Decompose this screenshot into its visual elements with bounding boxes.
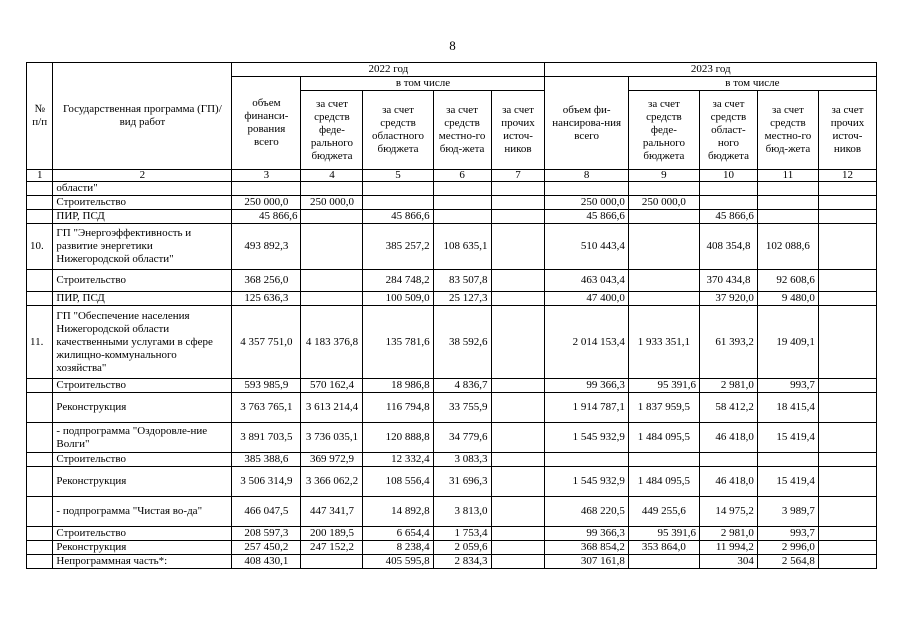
row-name: Строительство xyxy=(53,453,232,467)
table-row xyxy=(27,453,877,467)
row-name: области" xyxy=(53,182,232,196)
value-cell xyxy=(757,210,818,224)
value-cell xyxy=(628,182,699,196)
value-cell xyxy=(818,555,876,569)
value-cell: 3 813,0 xyxy=(433,497,491,527)
row-name: Непрограммная часть*: xyxy=(53,555,232,569)
header-incl-2022: в том числе xyxy=(301,77,545,91)
value-cell: 1 837 959,5 xyxy=(628,393,699,423)
value-cell: 993,7 xyxy=(757,527,818,541)
header-mest-2022: за счет средств местно-го бюд-жета xyxy=(433,91,491,170)
row-name: ПИР, ПСД xyxy=(53,210,232,224)
value-cell: 12 332,4 xyxy=(363,453,433,467)
value-cell: 304 xyxy=(699,555,757,569)
row-number xyxy=(27,292,53,306)
value-cell: 250 000,0 xyxy=(545,196,628,210)
value-cell: 100 509,0 xyxy=(363,292,433,306)
value-cell: 45 866,6 xyxy=(699,210,757,224)
value-cell: 570 162,4 xyxy=(301,379,363,393)
value-cell: 247 152,2 xyxy=(301,541,363,555)
value-cell: 463 043,4 xyxy=(545,270,628,292)
column-number: 12 xyxy=(818,170,876,182)
value-cell: 108 556,4 xyxy=(363,467,433,497)
header-other-2022: за счет прочих источ-ников xyxy=(491,91,545,170)
column-number: 7 xyxy=(491,170,545,182)
column-number: 10 xyxy=(699,170,757,182)
page-number: 8 xyxy=(449,38,456,53)
value-cell: 385 257,2 xyxy=(363,224,433,270)
value-cell xyxy=(628,453,699,467)
value-cell xyxy=(491,527,545,541)
value-cell: 2 014 153,4 xyxy=(545,306,628,379)
value-cell xyxy=(491,182,545,196)
value-cell xyxy=(301,182,363,196)
value-cell: 116 794,8 xyxy=(363,393,433,423)
row-number xyxy=(27,379,53,393)
table-row xyxy=(27,270,877,292)
column-number: 4 xyxy=(301,170,363,182)
value-cell: 2 834,3 xyxy=(433,555,491,569)
value-cell: 385 388,6 xyxy=(232,453,301,467)
value-cell xyxy=(545,453,628,467)
table-row xyxy=(27,196,877,210)
value-cell: 2 564,8 xyxy=(757,555,818,569)
header-year-2022: 2022 год xyxy=(232,63,545,77)
table-row xyxy=(27,497,877,527)
value-cell xyxy=(628,270,699,292)
value-cell: 1 753,4 xyxy=(433,527,491,541)
value-cell xyxy=(491,541,545,555)
value-cell: 31 696,3 xyxy=(433,467,491,497)
value-cell xyxy=(491,196,545,210)
value-cell: 2 981,0 xyxy=(699,379,757,393)
value-cell: 3 989,7 xyxy=(757,497,818,527)
value-cell: 19 409,1 xyxy=(757,306,818,379)
value-cell: 15 419,4 xyxy=(757,423,818,453)
table-row xyxy=(27,393,877,423)
value-cell xyxy=(491,393,545,423)
column-number: 5 xyxy=(363,170,433,182)
value-cell: 108 635,1 xyxy=(433,224,491,270)
value-cell: 1 484 095,5 xyxy=(628,467,699,497)
table-row xyxy=(27,379,877,393)
table-row xyxy=(27,527,877,541)
value-cell: 447 341,7 xyxy=(301,497,363,527)
value-cell: 120 888,8 xyxy=(363,423,433,453)
row-number xyxy=(27,393,53,423)
value-cell: 250 000,0 xyxy=(232,196,301,210)
value-cell xyxy=(301,555,363,569)
value-cell: 3 366 062,2 xyxy=(301,467,363,497)
value-cell: 45 866,6 xyxy=(363,210,433,224)
column-number: 9 xyxy=(628,170,699,182)
table-row xyxy=(27,555,877,569)
value-cell: 102 088,6 xyxy=(757,224,818,270)
value-cell: 3 506 314,9 xyxy=(232,467,301,497)
value-cell xyxy=(818,306,876,379)
value-cell xyxy=(433,210,491,224)
value-cell xyxy=(491,453,545,467)
value-cell xyxy=(818,196,876,210)
value-cell: 135 781,6 xyxy=(363,306,433,379)
row-name: ПИР, ПСД xyxy=(53,292,232,306)
value-cell: 1 545 932,9 xyxy=(545,423,628,453)
row-number xyxy=(27,182,53,196)
value-cell: 46 418,0 xyxy=(699,423,757,453)
header-fed-2022: за счет средств феде-рального бюджета xyxy=(301,91,363,170)
value-cell xyxy=(628,210,699,224)
value-cell: 3 613 214,4 xyxy=(301,393,363,423)
column-number: 3 xyxy=(232,170,301,182)
header-mest-2023: за счет средств местно-го бюд-жета xyxy=(757,91,818,170)
header-number: № п/п xyxy=(27,63,53,170)
row-number: 11. xyxy=(27,306,53,379)
value-cell xyxy=(757,453,818,467)
value-cell: 3 763 765,1 xyxy=(232,393,301,423)
value-cell xyxy=(491,379,545,393)
table-row xyxy=(27,541,877,555)
value-cell xyxy=(628,292,699,306)
value-cell: 45 866,6 xyxy=(545,210,628,224)
row-name: ГП "Энергоэффективность и развитие энергетики Нижегородской области" xyxy=(53,224,232,270)
value-cell xyxy=(757,196,818,210)
value-cell xyxy=(818,210,876,224)
value-cell: 58 412,2 xyxy=(699,393,757,423)
header-total-2022: объем финанси-рования всего xyxy=(232,77,301,170)
header-other-2023: за счет прочих источ-ников xyxy=(818,91,876,170)
column-number: 1 xyxy=(27,170,53,182)
value-cell: 34 779,6 xyxy=(433,423,491,453)
value-cell xyxy=(301,224,363,270)
value-cell xyxy=(818,497,876,527)
value-cell: 208 597,3 xyxy=(232,527,301,541)
header-total-2023: объем фи-нансирова-ния всего xyxy=(545,77,628,170)
row-name: - подпрограмма "Чистая во-да" xyxy=(53,497,232,527)
value-cell: 14 892,8 xyxy=(363,497,433,527)
table-row xyxy=(27,224,877,270)
value-cell: 6 654,4 xyxy=(363,527,433,541)
header-program: Государственная программа (ГП)/ вид работ xyxy=(53,63,232,170)
row-number xyxy=(27,453,53,467)
value-cell xyxy=(699,453,757,467)
value-cell: 257 450,2 xyxy=(232,541,301,555)
value-cell xyxy=(757,182,818,196)
value-cell: 46 418,0 xyxy=(699,467,757,497)
value-cell xyxy=(818,182,876,196)
value-cell: 4 836,7 xyxy=(433,379,491,393)
row-name: Реконструкция xyxy=(53,541,232,555)
header-incl-2023: в том числе xyxy=(628,77,876,91)
value-cell: 493 892,3 xyxy=(232,224,301,270)
value-cell: 353 864,0 xyxy=(628,541,699,555)
value-cell: 370 434,8 xyxy=(699,270,757,292)
value-cell: 368 854,2 xyxy=(545,541,628,555)
value-cell: 37 920,0 xyxy=(699,292,757,306)
value-cell xyxy=(491,467,545,497)
value-cell: 15 419,4 xyxy=(757,467,818,497)
value-cell xyxy=(699,182,757,196)
row-number xyxy=(27,196,53,210)
value-cell xyxy=(818,453,876,467)
value-cell: 61 393,2 xyxy=(699,306,757,379)
header-fed-2023: за счет средств феде-рального бюджета xyxy=(628,91,699,170)
value-cell: 405 595,8 xyxy=(363,555,433,569)
value-cell xyxy=(491,210,545,224)
row-number xyxy=(27,423,53,453)
row-number xyxy=(27,527,53,541)
value-cell: 468 220,5 xyxy=(545,497,628,527)
row-name: Строительство xyxy=(53,527,232,541)
value-cell xyxy=(545,182,628,196)
value-cell xyxy=(818,270,876,292)
value-cell xyxy=(301,210,363,224)
value-cell xyxy=(818,541,876,555)
row-name: Строительство xyxy=(53,270,232,292)
value-cell xyxy=(628,224,699,270)
table-row xyxy=(27,306,877,379)
value-cell xyxy=(818,224,876,270)
column-numbers-row xyxy=(27,170,877,182)
row-number: 10. xyxy=(27,224,53,270)
value-cell: 2 996,0 xyxy=(757,541,818,555)
header-obl-2022: за счет средств областного бюджета xyxy=(363,91,433,170)
value-cell: 408 430,1 xyxy=(232,555,301,569)
row-name: Строительство xyxy=(53,196,232,210)
header-obl-2023: за счет средств област-ного бюджета xyxy=(699,91,757,170)
value-cell: 466 047,5 xyxy=(232,497,301,527)
value-cell: 2 059,6 xyxy=(433,541,491,555)
value-cell: 250 000,0 xyxy=(301,196,363,210)
value-cell: 18 986,8 xyxy=(363,379,433,393)
column-number: 6 xyxy=(433,170,491,182)
value-cell xyxy=(818,423,876,453)
value-cell: 307 161,8 xyxy=(545,555,628,569)
row-name: Строительство xyxy=(53,379,232,393)
value-cell: 408 354,8 xyxy=(699,224,757,270)
value-cell: 4 357 751,0 xyxy=(232,306,301,379)
header-year-2023: 2023 год xyxy=(545,63,877,77)
value-cell: 1 914 787,1 xyxy=(545,393,628,423)
value-cell: 593 985,9 xyxy=(232,379,301,393)
value-cell: 250 000,0 xyxy=(628,196,699,210)
value-cell xyxy=(818,527,876,541)
value-cell: 284 748,2 xyxy=(363,270,433,292)
row-name: ГП "Обеспечение населения Нижегородской области качественными услугами в сфере жилищно-коммунального хозяйства" xyxy=(53,306,232,379)
value-cell xyxy=(232,182,301,196)
value-cell: 95 391,6 xyxy=(628,527,699,541)
value-cell: 200 189,5 xyxy=(301,527,363,541)
value-cell xyxy=(491,292,545,306)
value-cell: 14 975,2 xyxy=(699,497,757,527)
value-cell: 2 981,0 xyxy=(699,527,757,541)
row-number xyxy=(27,541,53,555)
value-cell: 47 400,0 xyxy=(545,292,628,306)
value-cell: 18 415,4 xyxy=(757,393,818,423)
value-cell: 92 608,6 xyxy=(757,270,818,292)
value-cell xyxy=(818,379,876,393)
value-cell xyxy=(491,224,545,270)
value-cell xyxy=(818,467,876,497)
value-cell: 1 545 932,9 xyxy=(545,467,628,497)
row-name: Реконструкция xyxy=(53,467,232,497)
value-cell: 11 994,2 xyxy=(699,541,757,555)
value-cell: 1 484 095,5 xyxy=(628,423,699,453)
value-cell xyxy=(818,393,876,423)
row-number xyxy=(27,210,53,224)
value-cell xyxy=(301,292,363,306)
value-cell: 993,7 xyxy=(757,379,818,393)
value-cell: 33 755,9 xyxy=(433,393,491,423)
value-cell: 125 636,3 xyxy=(232,292,301,306)
value-cell: 9 480,0 xyxy=(757,292,818,306)
value-cell: 99 366,3 xyxy=(545,527,628,541)
value-cell: 1 933 351,1 xyxy=(628,306,699,379)
value-cell xyxy=(433,196,491,210)
value-cell: 95 391,6 xyxy=(628,379,699,393)
value-cell xyxy=(363,182,433,196)
row-number xyxy=(27,270,53,292)
value-cell: 449 255,6 xyxy=(628,497,699,527)
row-name: - подпрограмма "Оздоровле-ние Волги" xyxy=(53,423,232,453)
table-row xyxy=(27,467,877,497)
value-cell: 3 736 035,1 xyxy=(301,423,363,453)
table-row xyxy=(27,182,877,196)
value-cell: 99 366,3 xyxy=(545,379,628,393)
value-cell xyxy=(491,306,545,379)
row-number xyxy=(27,467,53,497)
table-row xyxy=(27,210,877,224)
value-cell xyxy=(491,497,545,527)
value-cell: 25 127,3 xyxy=(433,292,491,306)
value-cell xyxy=(699,196,757,210)
value-cell xyxy=(301,270,363,292)
value-cell xyxy=(433,182,491,196)
value-cell: 8 238,4 xyxy=(363,541,433,555)
row-number xyxy=(27,497,53,527)
column-number: 8 xyxy=(545,170,628,182)
value-cell: 38 592,6 xyxy=(433,306,491,379)
value-cell xyxy=(491,555,545,569)
value-cell xyxy=(818,292,876,306)
column-number: 2 xyxy=(53,170,232,182)
value-cell xyxy=(491,423,545,453)
value-cell: 3 891 703,5 xyxy=(232,423,301,453)
header-row-years xyxy=(27,63,877,77)
value-cell: 510 443,4 xyxy=(545,224,628,270)
table-row xyxy=(27,423,877,453)
value-cell: 3 083,3 xyxy=(433,453,491,467)
value-cell: 45 866,6 xyxy=(232,210,301,224)
financing-table xyxy=(26,62,877,569)
value-cell: 83 507,8 xyxy=(433,270,491,292)
column-number: 11 xyxy=(757,170,818,182)
value-cell: 369 972,9 xyxy=(301,453,363,467)
row-name: Реконструкция xyxy=(53,393,232,423)
value-cell xyxy=(491,270,545,292)
value-cell xyxy=(628,555,699,569)
table-row xyxy=(27,292,877,306)
value-cell: 368 256,0 xyxy=(232,270,301,292)
value-cell xyxy=(363,196,433,210)
row-number xyxy=(27,555,53,569)
value-cell: 4 183 376,8 xyxy=(301,306,363,379)
